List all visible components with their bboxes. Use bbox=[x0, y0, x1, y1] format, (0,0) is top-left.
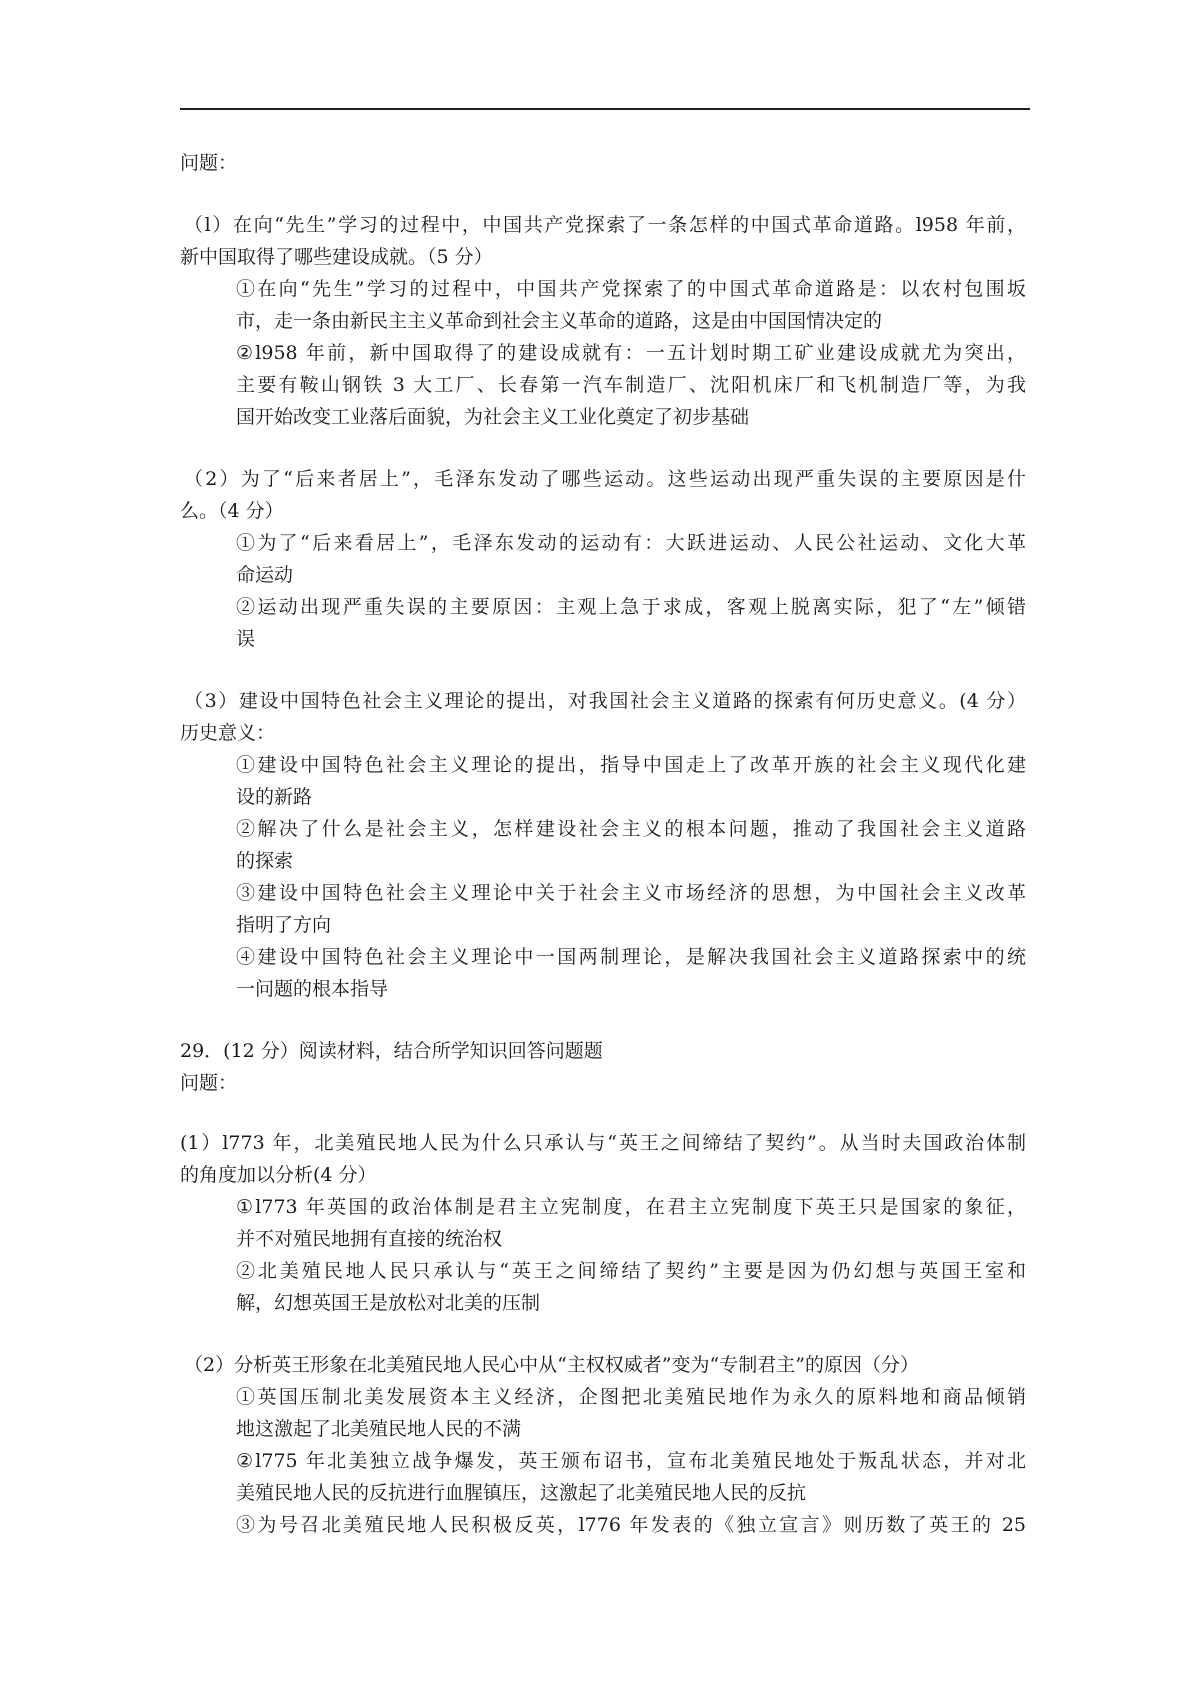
answer-line: 地这激起了北美殖民地人民的不满 bbox=[236, 1418, 522, 1440]
answer-line: 指明了方向 bbox=[236, 914, 332, 936]
section-heading: 问题： bbox=[180, 152, 238, 174]
question-1-line-2: 新中国取得了哪些建设成就。（5 分） bbox=[180, 246, 493, 268]
answer-line: 市，走一条由新民主主义革命到社会主义革命的道路，这是由中国国情决定的 bbox=[236, 310, 883, 332]
answer-line: ②运动出现严重失误的主要原因：主观上急于求成，客观上脱离实际，犯了“左”倾错 bbox=[236, 596, 1026, 618]
answer-line: ①为了“后来看居上”，毛泽东发动的运动有：大跃进运动、人民公社运动、文化大革 bbox=[236, 532, 1026, 554]
answer-line: ②l775 年北美独立战争爆发，英王颁布诏书，宣布北美殖民地处于叛乱状态，并对北 bbox=[236, 1450, 1026, 1472]
question-2-line-1: （2）为了“后来者居上”，毛泽东发动了哪些运动。这些运动出现严重失误的主要原因是什 bbox=[184, 468, 1026, 490]
section-heading: 问题： bbox=[180, 1072, 238, 1094]
answer-line: ②解决了什么是社会主义，怎样建设社会主义的根本问题，推动了我国社会主义道路 bbox=[236, 818, 1026, 840]
answer-line: 设的新路 bbox=[236, 786, 313, 808]
answer-line: ②北美殖民地人民只承认与“英王之间缔结了契约”主要是因为仍幻想与英国王室和 bbox=[236, 1260, 1026, 1282]
question-1-line-1: （l）在向“先生”学习的过程中，中国共产党探索了一条怎样的中国式革命道路。l958 年前， bbox=[184, 214, 1026, 236]
answer-line: ①l773 年英国的政治体制是君主立宪制度，在君主立宪制度下英王只是国家的象征， bbox=[236, 1196, 1026, 1218]
answer-line: 解，幻想英国王是放松对北美的压制 bbox=[236, 1292, 541, 1314]
answer-line: ③为号召北美殖民地人民积极反英，l776 年发表的《独立宣言》则历数了英王的 25 bbox=[236, 1514, 1026, 1536]
question-1-line-2: 的角度加以分析(4 分） bbox=[180, 1164, 377, 1186]
answer-line: ①建设中国特色社会主义理论的提出，指导中国走上了改革开族的社会主义现代化建 bbox=[236, 754, 1026, 776]
answer-line: ③建设中国特色社会主义理论中关于社会主义市场经济的思想，为中国社会主义改革 bbox=[236, 882, 1026, 904]
answer-line: ①英国压制北美发展资本主义经济，企图把北美殖民地作为永久的原料地和商品倾销 bbox=[236, 1386, 1026, 1408]
question-3-line-1: （3）建设中国特色社会主义理论的提出，对我国社会主义道路的探索有何历史意义。(4 分） bbox=[184, 690, 1026, 712]
answer-line: 误 bbox=[236, 628, 256, 650]
answer-line: 主要有鞍山钢铁 3 大工厂、长春第一汽车制造厂、沈阳机床厂和飞机制造厂等，为我 bbox=[236, 374, 1026, 396]
answer-line: 一问题的根本指导 bbox=[236, 978, 389, 1000]
answer-line: ②l958 年前，新中国取得了的建设成就有：一五计划时期工矿业建设成就尤为突出， bbox=[236, 342, 1026, 364]
answer-line: 国开始改变工业落后面貌，为社会主义工业化奠定了初步基础 bbox=[236, 406, 750, 428]
question-2-line-2: 么。（4 分） bbox=[180, 500, 284, 522]
question-1-line-1: (1）l773 年，北美殖民地人民为什么只承认与“英王之间缔结了契约”。从当时夫国政治体制 bbox=[180, 1132, 1026, 1154]
answer-line: ①在向“先生”学习的过程中，中国共产党探索了的中国式革命道路是：以农村包围坂 bbox=[236, 278, 1026, 300]
answer-line: ④建设中国特色社会主义理论中一国两制理论，是解决我国社会主义道路探索中的统 bbox=[236, 946, 1026, 968]
problem-29-title: 29．(12 分）阅读材料，结合所学知识回答问题题 bbox=[180, 1040, 603, 1062]
answer-line: 并不对殖民地拥有直接的统治权 bbox=[236, 1228, 503, 1250]
question-2-line-1: （2）分析英王形象在北美殖民地人民心中从“主权权威者”变为“专制君主”的原因（分） bbox=[184, 1354, 919, 1376]
answer-line: 命运动 bbox=[236, 564, 294, 586]
answer-line: 美殖民地人民的反抗进行血腥镇压，这激起了北美殖民地人民的反抗 bbox=[236, 1482, 807, 1504]
question-3-line-2: 历史意义： bbox=[180, 722, 276, 744]
header-rule bbox=[180, 108, 1030, 110]
answer-line: 的探索 bbox=[236, 850, 294, 872]
